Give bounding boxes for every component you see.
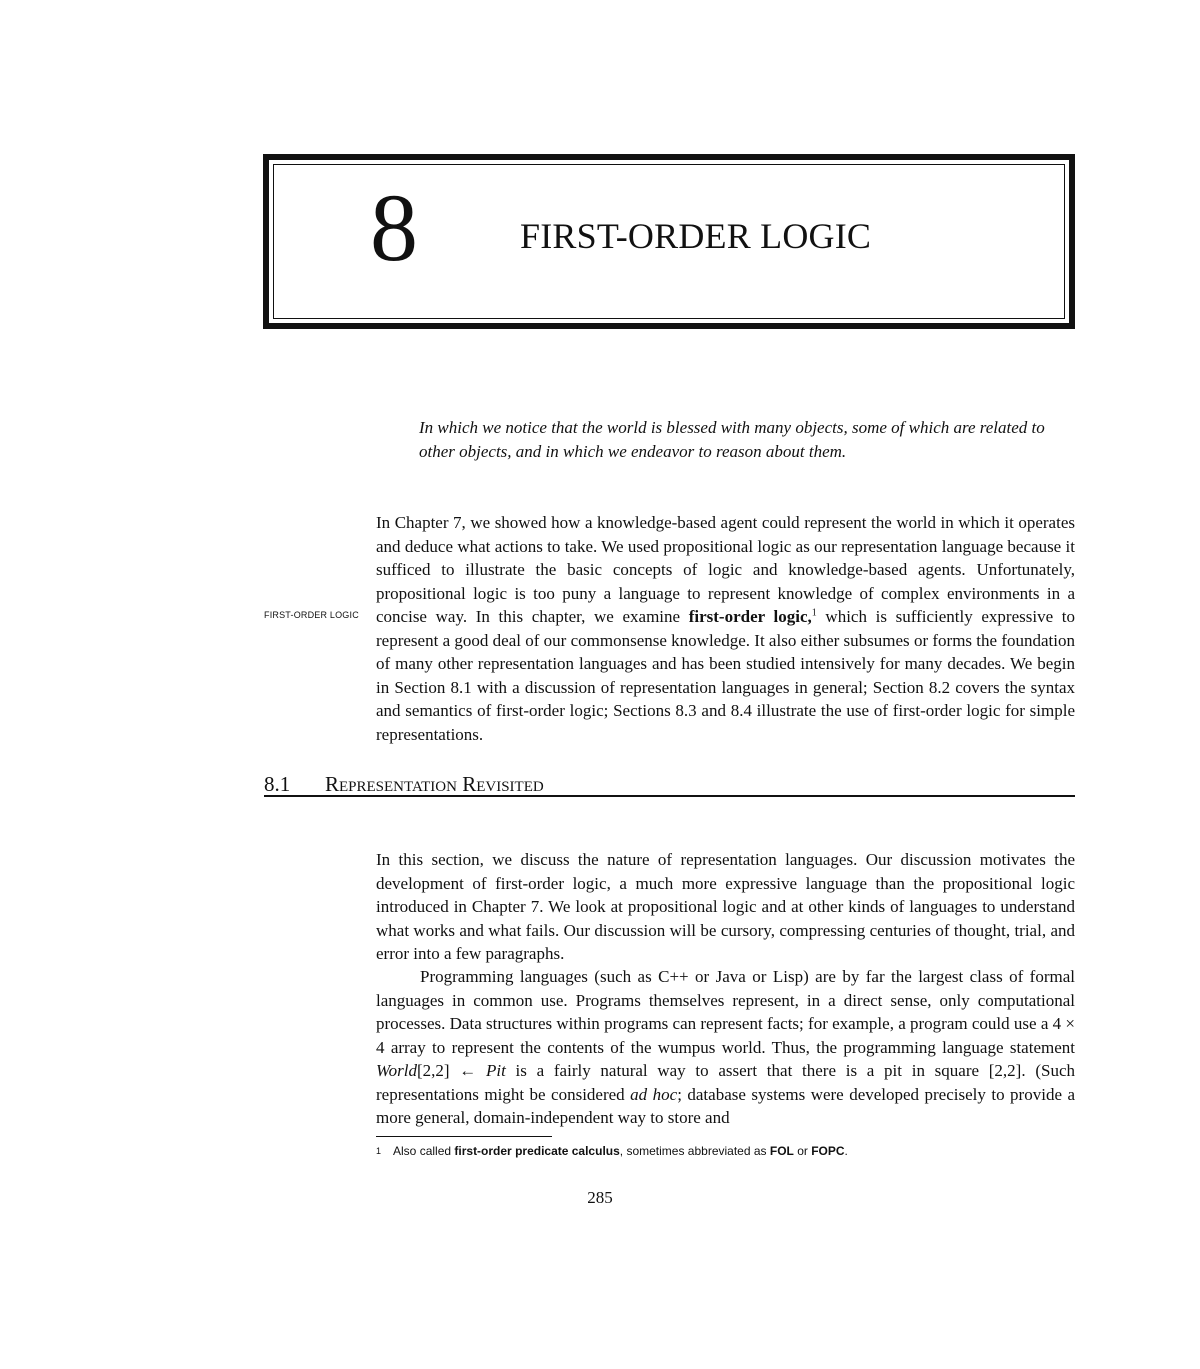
intro-key-term: first-order logic,	[688, 607, 812, 626]
footnote	[376, 1143, 1075, 1159]
chapter-title: FIRST-ORDER LOGIC	[520, 216, 872, 256]
section-number: 8.1	[264, 772, 291, 796]
footnote-reference: 1	[811, 607, 817, 619]
footnote-abbr-fol: FOL	[769, 1144, 794, 1158]
footnote-middle: , sometimes abbreviated as	[619, 1144, 770, 1158]
para2-world-symbol: World	[376, 1061, 417, 1080]
footnote-term: first-order predicate calculus	[454, 1144, 620, 1158]
margin-note: FIRST-ORDER LOGIC	[264, 610, 359, 620]
para2-pit-symbol: Pit	[485, 1061, 506, 1080]
footnote-rule	[376, 1136, 552, 1137]
page-number: 285	[587, 1188, 613, 1207]
section-heading	[264, 774, 1075, 797]
para2-text-2: is a fairly natural way to assert that there is a pit in square [2,2]. (Such representations might be considered	[376, 1061, 1075, 1104]
para2-text-1: Programming languages (such as C++ or Java or Lisp) are by far the largest class of formal languages in common use. Programs themselves represent, in a direct sense, only computational processes. Data structures within programs can represent facts; for example, a program could use a 4 × 4 array to represent the contents of the wumpus world. Thus, the programming language statement	[376, 967, 1075, 1057]
para2-world-args: [2,2] ←	[416, 1061, 486, 1080]
footnote-or: or	[793, 1144, 812, 1158]
para2-text-3: ; database systems were developed precisely to provide a more general, domain-independent way to store and	[376, 1084, 1076, 1127]
footnote-abbr-fopc: FOPC	[811, 1144, 845, 1158]
intro-text-before: In Chapter 7, we showed how a knowledge-based agent could represent the world in which it operates and deduce what actions to take. We used propositional logic as our representation language because it sufficed to illustrate the basic concepts of logic and knowledge-based agents. Unfortunately, propositional logic is too puny a language to represent knowledge of complex environments in a concise way. In this chapter, we examine	[376, 513, 1075, 626]
section-paragraph-1: In this section, we discuss the nature of representation languages. Our discussion motivates the development of first-order logic, a much more expressive language than the propositional logic introduced in Chapter 7. We look at propositional logic and at other kinds of languages to understand what works and what fails. Our discussion will be cursory, compressing centuries of thought, trial, and error into a few paragraphs.	[376, 850, 1075, 963]
chapter-number: 8	[370, 174, 418, 281]
footnote-mark: 1	[376, 1146, 382, 1156]
section-paragraph-2	[376, 965, 1075, 1130]
intro-text-after: which is sufficiently expressive to represent a good deal of our commonsense knowledge. It also either subsumes or forms the foundation of many other representation languages and has been studied intensively for many decades. We begin in Section 8.1 with a discussion of representation languages in general; Section 8.2 covers the syntax and semantics of first-order logic; Sections 8.3 and 8.4 illustrate the use of first-order logic for simple representations.	[376, 607, 1075, 744]
footnote-end: .	[844, 1144, 848, 1158]
footnote-prefix: Also called	[393, 1144, 455, 1158]
para2-adhoc: ad hoc	[630, 1084, 678, 1104]
chapter-epigraph: In which we notice that the world is blessed with many objects, some of which are related to other objects, and in which we endeavor to reason about them.	[419, 418, 1045, 461]
section-title: Representation Revisited	[325, 772, 544, 796]
intro-paragraph	[376, 511, 1075, 746]
